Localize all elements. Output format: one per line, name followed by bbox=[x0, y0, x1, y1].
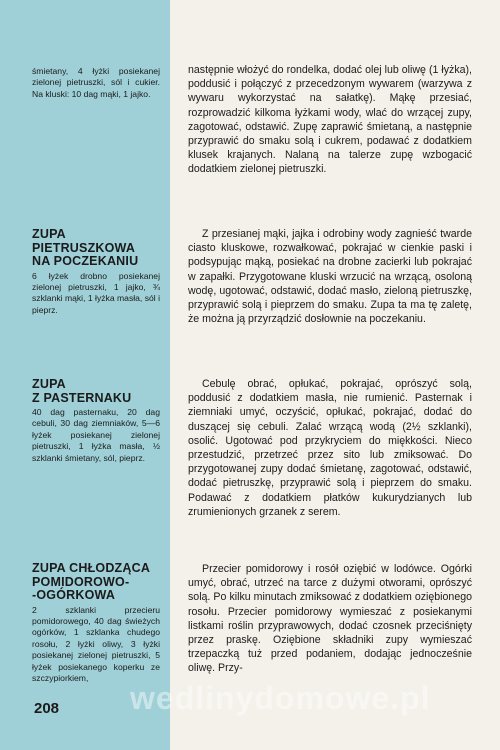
ingredients-text: 40 dag pasternaku, 20 dag cebuli, 30 dag ziemniaków, 5—6 łyżek posiekanej zielonej pietruszki, 1 łyżka masła, ½ szklanki śmietany, sól, pieprz. bbox=[32, 407, 160, 463]
preparation-text: następnie włożyć do rondelka, dodać olej lub oliwę (1 łyżka), poddusić i połączyć z przecedzonym wywarem (warzywa z wywaru wykorzystać na sałatkę). Mąkę przesiać, rozprowadzić kilkoma łyżkami wody, wlać do wrzącej zupy, zagotować, odstawić. Zupę zaprawić śmietaną, a następnie przyprawić do smaku solą i cukrem, podawać z dodatkiem klusek krajanych. Nalaną na talerze zupę wzbogacić dodatkiem zielonej pietruszki. bbox=[188, 64, 472, 176]
page-number: 208 bbox=[34, 700, 60, 717]
recipe-title-line: -OGÓRKOWA bbox=[32, 588, 116, 602]
recipe-title bbox=[32, 228, 160, 269]
recipe-title bbox=[32, 378, 160, 405]
recipe-zupa-z-pasternaku bbox=[32, 378, 160, 464]
recipe-title bbox=[32, 562, 160, 603]
recipe-title-line: ZUPA bbox=[32, 377, 66, 391]
watermark: wedlinydomowe.pl bbox=[130, 680, 431, 716]
preparation-continued bbox=[188, 63, 472, 177]
ingredients-text: 2 szklanki przecieru pomidorowego, 40 dag świeżych ogórków, 1 szklanka chudego rosołu, 2 łyżki oliwy, 3 łyżki posiekanej zielonej pietruszki, 5 łyżek posiekanego koperku ze szczypiorkiem, bbox=[32, 604, 160, 683]
recipe-title-line: NA POCZEKANIU bbox=[32, 254, 139, 268]
preparation-text: Przecier pomidorowy i rosół oziębić w lodówce. Ogórki umyć, obrać, utrzeć na tarce z dużymi otworami, oprószyć solą. Po kilku minutach zmiksować z dodatkiem oziębionego rosołu. Przecier pomidorowy wymieszać z posiekanymi listkami roślin przyprawowych, dodać czosnek przeciśnięty przez praskę. Oziębione składniki zupy wymieszać trzepaczką tuż przed podaniem, dodając jednocześnie oliwę. Przy- bbox=[188, 563, 472, 675]
recipe-title-line: Z PASTERNAKU bbox=[32, 390, 132, 405]
preparation-zupa-z-pasternaku bbox=[188, 377, 472, 519]
preparation-text: Z przesianej mąki, jajka i odrobiny wody zagnieść twarde ciasto kluskowe, rozwałkować, pokrajać w cienkie paski i podsypując mąką, posiekać na drobne zacierki lub pokrajać w zapałki. Przygotowane kluski wrzucić na wrzącą, osoloną wodę, ugotować, odstawić, dodać masło, zieloną pietruszkę, przyprawić solą i pieprzem do smaku. Zupa ta ma tę zaletę, że można ją przyrządzić dosłownie na poczekaniu. bbox=[188, 228, 472, 326]
recipe-title-line: PIETRUSZKOWA bbox=[32, 240, 136, 255]
recipe-title-line: ZUPA bbox=[32, 227, 66, 241]
recipe-title-line: POMIDOROWO- bbox=[32, 574, 130, 589]
recipe-zupa-pietruszkowa bbox=[32, 228, 160, 316]
recipe-zupa-chlodzaca bbox=[32, 562, 160, 684]
recipe-title-line: ZUPA CHŁODZĄCA bbox=[32, 561, 151, 575]
ingredients-text: 6 łyżek drobno posiekanej zielonej pietruszki, 1 jajko, ¾ szklanki mąki, 1 łyżka masła, sól i pieprz. bbox=[32, 270, 160, 315]
preparation-text: Cebulę obrać, opłukać, pokrajać, oprószyć solą, poddusić z dodatkiem masła, nie rumienić. Pasternak i ziemniaki umyć, oczyścić, opłukać, pokrajać, dodać do duszącej się cebuli. Zalać wrzącą wodą (2½ szklanki), osolić. Ugotować pod przykryciem do miękkości. Nieco przestudzić, przetrzeć przez sito lub zmiksować. Do przygotowanej zupy dodać śmietanę, zagotować, odstawić, dodać pietruszkę, przyprawić solą i pieprzem do smaku. Podawać z dodatkiem płatków kukurydzianych lub zrumienionych grzanek z serem. bbox=[188, 378, 472, 518]
preparation-zupa-pietruszkowa bbox=[188, 227, 472, 326]
ingredients-text: śmietany, 4 łyżki posiekanej zielonej pietruszki, sól i cukier. Na kluski: 10 dag mąki, 1 jajko. bbox=[32, 66, 160, 99]
preparation-zupa-chlodzaca bbox=[188, 562, 472, 676]
ingredients-continued bbox=[32, 66, 160, 100]
